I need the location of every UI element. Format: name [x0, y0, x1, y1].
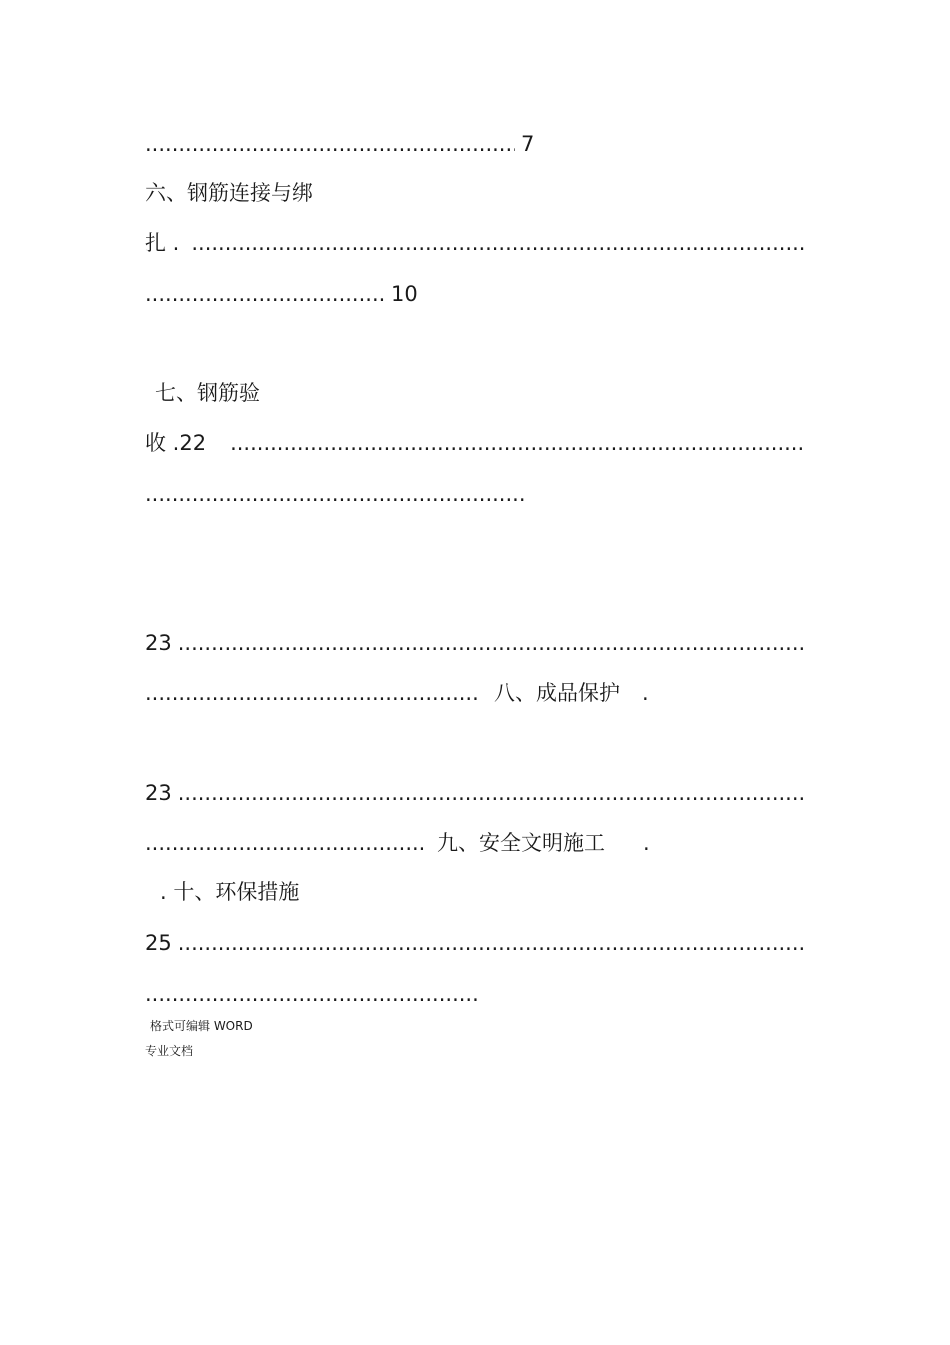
dot-leader — [145, 127, 515, 161]
section-7-title: 七、钢筋验 — [155, 381, 260, 405]
toc-line — [145, 277, 805, 311]
footer-doc-note: 专业文档 — [145, 1044, 194, 1058]
dot-leader — [145, 477, 525, 511]
toc-entry-title — [155, 376, 815, 410]
section-6-title: 六、钢筋连接与绑 — [145, 181, 313, 205]
dot-leader — [145, 277, 385, 311]
page-number: 7 — [521, 132, 535, 156]
dot-leader — [145, 676, 480, 710]
toc-line — [145, 226, 805, 260]
section-10-title: . 十、环保措施 — [160, 880, 300, 904]
page-number: 25 — [145, 931, 172, 955]
section-6-continuation: 扎 . — [145, 231, 180, 255]
toc-line — [145, 477, 805, 511]
dot-leader — [178, 776, 805, 810]
section-8-title: 八、成品保护 — [494, 681, 620, 705]
section-7-continuation: 收 .22 — [145, 431, 207, 455]
dot-leader — [178, 626, 805, 660]
toc-line — [145, 977, 805, 1011]
toc-line — [145, 426, 805, 460]
toc-line — [145, 676, 805, 710]
page-number: 23 — [145, 631, 172, 655]
dot-leader — [230, 426, 805, 460]
dot-leader — [145, 826, 423, 860]
toc-line — [145, 776, 805, 810]
trailing-dot: . — [642, 681, 649, 705]
section-9-title: 九、安全文明施工 — [437, 831, 605, 855]
trailing-dot: . — [643, 831, 650, 855]
footer-format-note: 格式可编辑 WORD — [150, 1019, 253, 1033]
page-number: 10 — [391, 282, 418, 306]
toc-line — [145, 127, 805, 161]
toc-line — [145, 626, 805, 660]
dot-leader — [191, 226, 805, 260]
dot-leader — [145, 977, 480, 1011]
toc-line — [145, 926, 805, 960]
toc-line — [145, 826, 805, 860]
dot-leader — [178, 926, 805, 960]
toc-entry-title — [160, 875, 820, 909]
page-number: 23 — [145, 781, 172, 805]
toc-entry-title — [145, 176, 805, 210]
